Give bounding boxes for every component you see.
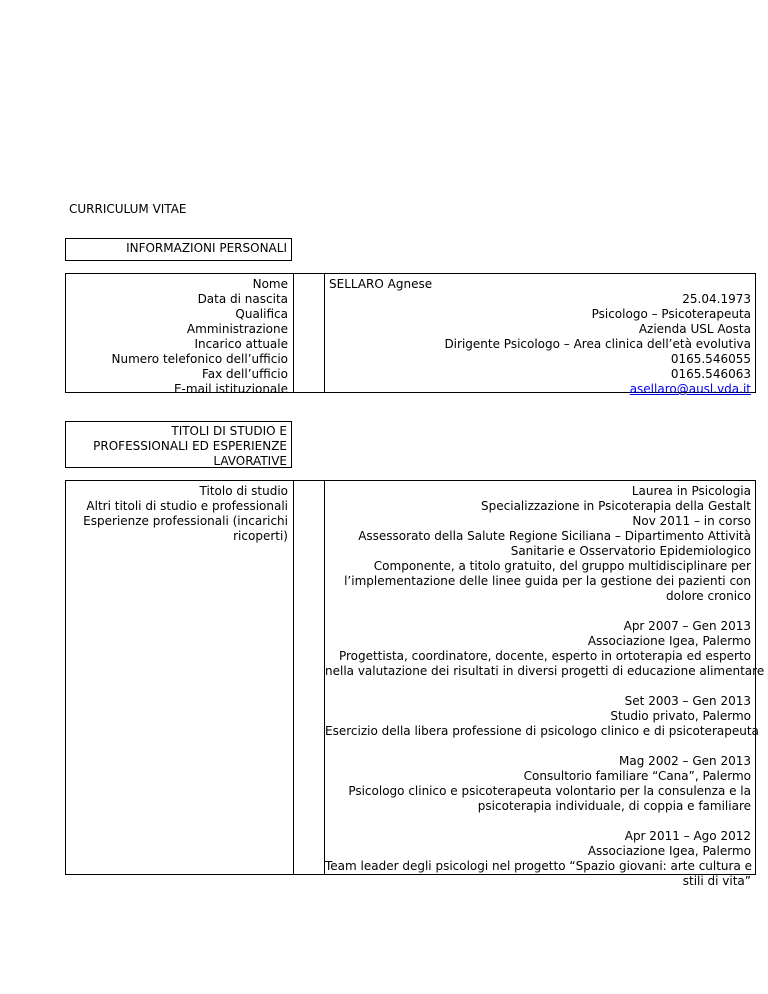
experience-line: Assessorato della Salute Regione Siciliana – Dipartimento Attività xyxy=(358,529,751,543)
experience-line: l’implementazione delle linee guida per la gestione dei pazienti con xyxy=(344,574,751,588)
experience-line: nella valutazione dei risultati in diversi progetti di educazione alimentare xyxy=(325,664,765,678)
titles-experience-table xyxy=(65,480,765,888)
label-amministrazione: Amministrazione xyxy=(186,322,288,336)
experience-line: Associazione Igea, Palermo xyxy=(587,844,751,858)
label-esperienze-line1: Esperienze professionali (incarichi xyxy=(83,514,288,528)
value-nome: SELLARO Agnese xyxy=(329,277,433,291)
experience-line: Associazione Igea, Palermo xyxy=(587,634,751,648)
experience-entry xyxy=(325,619,765,679)
document-title: CURRICULUM VITAE xyxy=(69,202,187,216)
value-titolo-studio: Laurea in Psicologia xyxy=(631,484,751,498)
section-titles-line1: TITOLI DI STUDIO E xyxy=(171,424,287,438)
email-link[interactable]: asellaro@ausl.vda.it xyxy=(629,382,751,396)
label-telefono: Numero telefonico dell’ufficio xyxy=(111,352,288,366)
value-fax: 0165.546063 xyxy=(670,367,751,381)
experience-line: Studio privato, Palermo xyxy=(610,709,751,723)
value-data-nascita: 25.04.1973 xyxy=(682,292,751,306)
value-qualifica: Psicologo – Psicoterapeuta xyxy=(591,307,751,321)
personal-labels xyxy=(66,277,292,397)
value-amministrazione: Azienda USL Aosta xyxy=(638,322,751,336)
personal-info-table xyxy=(65,273,756,396)
label-qualifica: Qualifica xyxy=(235,307,288,321)
column-divider xyxy=(293,274,294,392)
experience-period: Apr 2011 – Ago 2012 xyxy=(624,829,751,843)
experience-line: Consultorio familiare “Cana”, Palermo xyxy=(523,769,751,783)
titles-labels xyxy=(66,484,292,544)
experience-period: Set 2003 – Gen 2013 xyxy=(624,694,751,708)
section-titles-line2: PROFESSIONALI ED ESPERIENZE xyxy=(93,439,287,453)
label-incarico: Incarico attuale xyxy=(194,337,288,351)
value-altri-titoli: Specializzazione in Psicoterapia della Gestalt xyxy=(481,499,751,513)
experience-entry xyxy=(325,694,759,739)
label-fax: Fax dell’ufficio xyxy=(201,367,288,381)
experience-line: psicoterapia individuale, di coppia e familiare xyxy=(477,799,751,813)
titles-values xyxy=(325,484,765,889)
experience-period: Mag 2002 – Gen 2013 xyxy=(619,754,751,768)
experience-line: Team leader degli psicologi nel progetto “Spazio giovani: arte cultura e xyxy=(325,859,753,873)
section-titles-line3: LAVORATIVE xyxy=(213,454,287,468)
value-incarico: Dirigente Psicologo – Area clinica dell’età evolutiva xyxy=(444,337,751,351)
label-email: E-mail istituzionale xyxy=(173,382,288,396)
label-titolo-studio: Titolo di studio xyxy=(199,484,288,498)
label-altri-titoli: Altri titoli di studio e professionali xyxy=(86,499,288,513)
personal-values xyxy=(325,277,755,397)
experience-entry xyxy=(325,514,755,604)
experience-line: Esercizio della libera professione di psicologo clinico e di psicoterapeuta xyxy=(325,724,759,738)
value-telefono: 0165.546055 xyxy=(670,352,751,366)
experience-line: stili di vita” xyxy=(682,874,751,888)
value-email xyxy=(325,382,755,397)
section-titles-experience xyxy=(65,421,292,468)
experience-period: Nov 2011 – in corso xyxy=(632,514,751,528)
experience-line: Progettista, coordinatore, docente, esperto in ortoterapia ed esperto xyxy=(338,649,751,663)
label-esperienze-line2: ricoperti) xyxy=(233,529,288,543)
column-divider xyxy=(293,481,294,874)
experience-line: Psicologo clinico e psicoterapeuta volontario per la consulenza e la xyxy=(348,784,751,798)
label-data-nascita: Data di nascita xyxy=(197,292,288,306)
experience-line: Componente, a titolo gratuito, del gruppo multidisciplinare per xyxy=(373,559,751,573)
experience-entry xyxy=(325,829,755,889)
experience-period: Apr 2007 – Gen 2013 xyxy=(623,619,751,633)
section-personal-info: INFORMAZIONI PERSONALI xyxy=(65,238,292,261)
experience-line: dolore cronico xyxy=(666,589,751,603)
experience-line: Sanitarie e Osservatorio Epidemiologico xyxy=(510,544,751,558)
label-nome: Nome xyxy=(252,277,288,291)
experience-entry xyxy=(325,754,755,814)
